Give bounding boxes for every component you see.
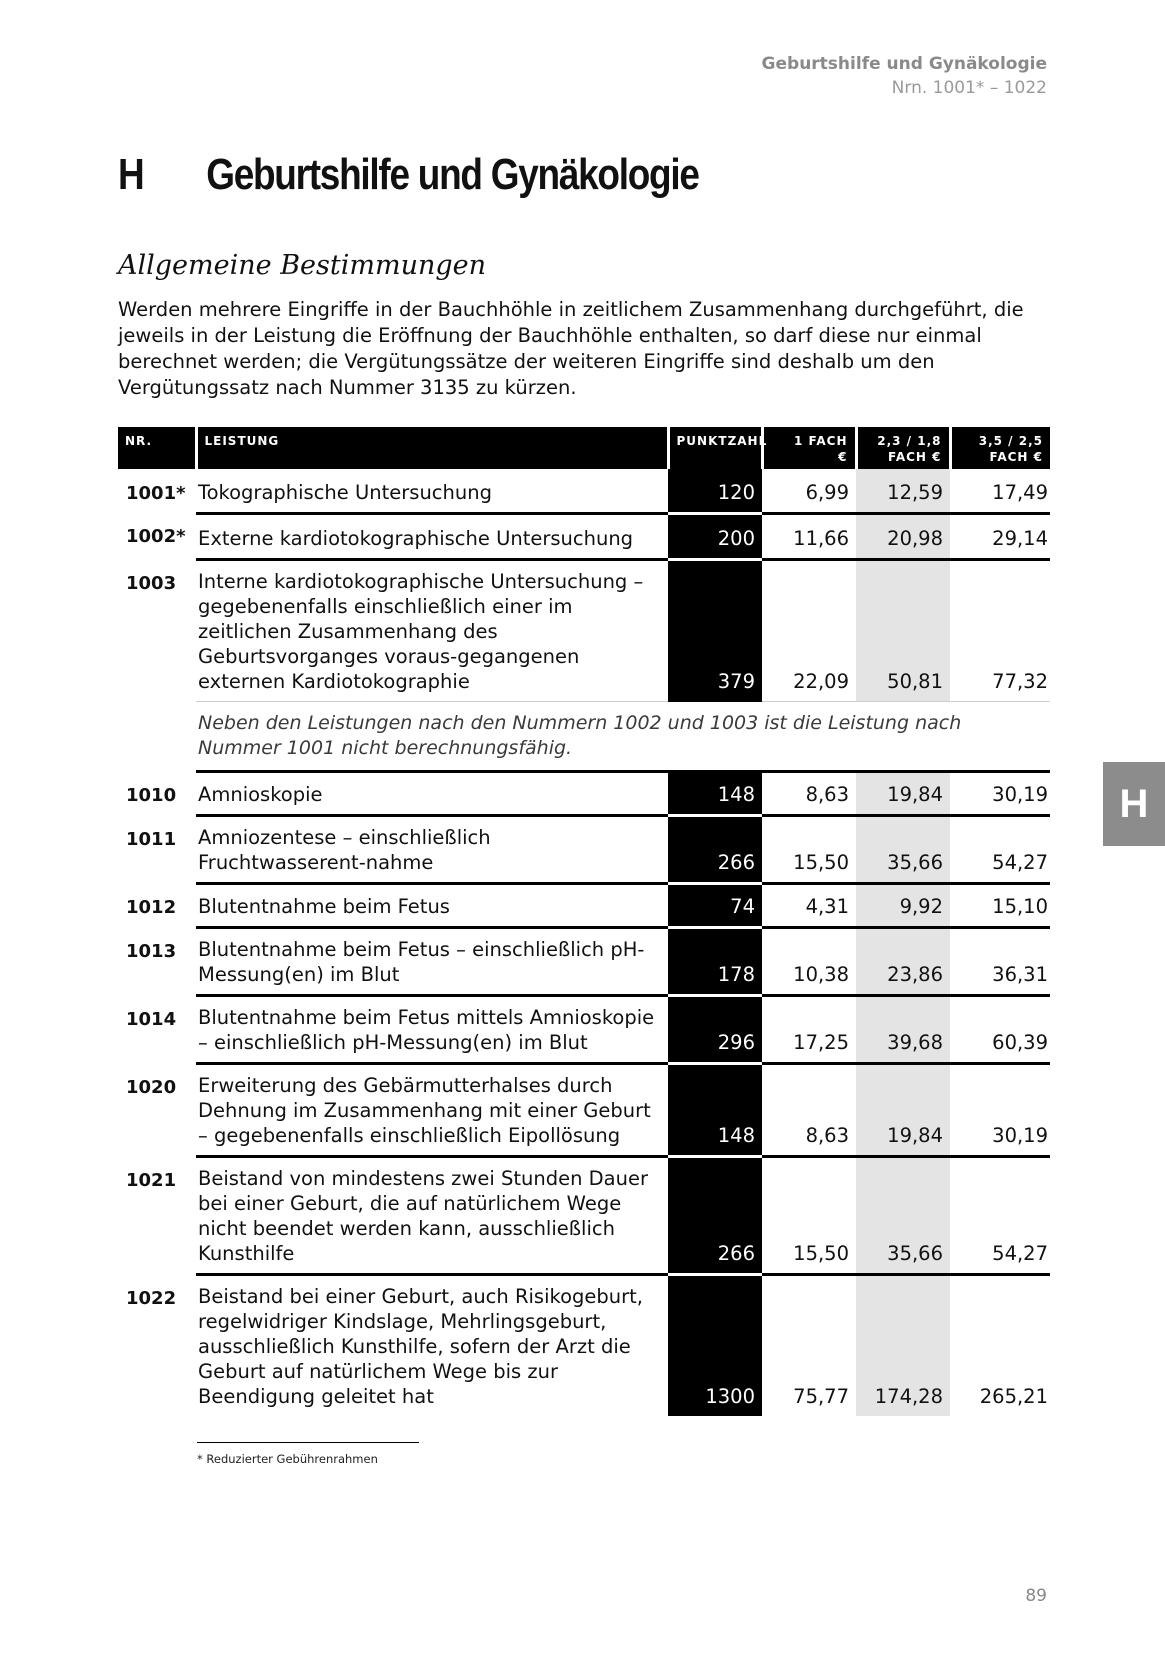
row-desc: Beistand von mindestens zwei Stunden Dauer bei einer Geburt, die auf natürlichem Wege nicht beendet werden kann, ausschließlich Kunsthilfe bbox=[196, 1156, 668, 1274]
row-punktzahl: 148 bbox=[668, 771, 762, 815]
row-nr: 1012 bbox=[126, 897, 177, 918]
table-row bbox=[118, 995, 1050, 1063]
header-fach1-line2: € bbox=[838, 450, 848, 464]
table-row bbox=[118, 1063, 1050, 1156]
row-fach3: 54,27 bbox=[950, 815, 1050, 883]
row-fach2: 35,66 bbox=[856, 815, 950, 883]
row-fach2: 23,86 bbox=[856, 927, 950, 995]
fee-table bbox=[118, 427, 1050, 1416]
header-fach3-line2: FACH € bbox=[989, 450, 1043, 464]
row-fach3: 30,19 bbox=[950, 771, 1050, 815]
row-fach1: 11,66 bbox=[762, 513, 856, 559]
footnote-divider bbox=[197, 1442, 419, 1443]
row-punktzahl: 266 bbox=[668, 1156, 762, 1274]
table-row bbox=[118, 927, 1050, 995]
header-fach1-line1: 1 FACH bbox=[794, 434, 848, 448]
header-fach2 bbox=[856, 427, 950, 469]
row-fach1: 8,63 bbox=[762, 1063, 856, 1156]
chapter-heading bbox=[118, 150, 699, 200]
row-desc: Externe kardiotokographische Untersuchung bbox=[196, 513, 668, 559]
row-fach3: 15,10 bbox=[950, 883, 1050, 927]
row-nr: 1003 bbox=[126, 573, 177, 594]
row-punktzahl: 379 bbox=[668, 559, 762, 701]
row-punktzahl: 200 bbox=[668, 513, 762, 559]
section-title: Allgemeine Bestimmungen bbox=[118, 250, 486, 281]
row-desc: Amniozentese – einschließlich Fruchtwasserent-nahme bbox=[196, 815, 668, 883]
row-nr: 1022 bbox=[126, 1288, 177, 1309]
row-fach3: 265,21 bbox=[979, 1384, 1048, 1408]
chapter-title: Geburtshilfe und Gynäkologie bbox=[206, 150, 699, 199]
row-nr: 1013 bbox=[126, 941, 177, 962]
running-head bbox=[762, 52, 1047, 100]
row-desc: Amnioskopie bbox=[196, 771, 668, 815]
chapter-tab-marker: H bbox=[1103, 762, 1165, 846]
table-row bbox=[118, 1274, 1050, 1416]
row-fach1: 15,50 bbox=[762, 1156, 856, 1274]
row-nr: 1001* bbox=[126, 483, 186, 504]
row-fach3: 36,31 bbox=[950, 927, 1050, 995]
row-desc: Erweiterung des Gebärmutterhalses durch Dehnung im Zusammenhang mit einer Geburt – gegebenenfalls einschließlich Eipollösung bbox=[196, 1063, 668, 1156]
row-nr: 1002* bbox=[126, 526, 186, 547]
row-fach2: 35,66 bbox=[856, 1156, 950, 1274]
table-row bbox=[118, 469, 1050, 513]
row-fach2: 9,92 bbox=[856, 883, 950, 927]
table-note: Neben den Leistungen nach den Nummern 1002 und 1003 ist die Leistung nach Nummer 1001 nicht berechnungsfähig. bbox=[196, 701, 1050, 771]
table-row bbox=[118, 883, 1050, 927]
row-nr: 1020 bbox=[126, 1077, 177, 1098]
row-fach3: 17,49 bbox=[950, 469, 1050, 513]
row-desc: Interne kardiotokographische Untersuchung – gegebenenfalls einschließlich einer im zeitlichen Zusammenhang des Geburtsvorganges voraus-gegangenen externen Kardiotokographie bbox=[196, 559, 668, 701]
row-punktzahl: 120 bbox=[668, 469, 762, 513]
row-nr: 1010 bbox=[126, 785, 177, 806]
row-fach2: 174,28 bbox=[856, 1274, 950, 1416]
row-fach3: 77,32 bbox=[950, 559, 1050, 701]
row-punktzahl: 1300 bbox=[668, 1274, 762, 1416]
header-fach3-line1: 3,5 / 2,5 bbox=[978, 434, 1043, 448]
header-punktzahl: PUNKTZAHL bbox=[668, 427, 762, 469]
table-header bbox=[118, 427, 1050, 469]
row-fach3: 60,39 bbox=[950, 995, 1050, 1063]
page-number: 89 bbox=[1025, 1586, 1047, 1606]
row-fach2: 19,84 bbox=[856, 1063, 950, 1156]
section-text: Werden mehrere Eingriffe in der Bauchhöhle in zeitlichem Zusammenhang durchgeführt, die jeweils in der Leistung die Eröffnung der Bauchhöhle enthalten, so darf diese nur einmal berechnet werden; die Vergütungssätze der weiteren Eingriffe sind deshalb um den Vergütungssatz nach Nummer 3135 zu kürzen. bbox=[118, 298, 1024, 399]
row-punktzahl: 266 bbox=[668, 815, 762, 883]
table-row bbox=[118, 771, 1050, 815]
chapter-letter: H bbox=[118, 150, 144, 199]
row-desc: Blutentnahme beim Fetus – einschließlich pH-Messung(en) im Blut bbox=[196, 927, 668, 995]
row-desc: Tokographische Untersuchung bbox=[196, 469, 668, 513]
row-fach2: 20,98 bbox=[856, 513, 950, 559]
row-desc: Beistand bei einer Geburt, auch Risikogeburt, regelwidriger Kindslage, Mehrlingsgeburt, ausschließlich Kunsthilfe, sofern der Arzt die Geburt auf natürlichem Wege bis zur Beendigung geleitet hat bbox=[198, 1284, 643, 1408]
header-nr: NR. bbox=[118, 427, 196, 469]
row-fach1: 15,50 bbox=[762, 815, 856, 883]
row-nr: 1021 bbox=[126, 1170, 177, 1191]
row-punktzahl: 296 bbox=[668, 995, 762, 1063]
row-fach1: 75,77 bbox=[793, 1384, 849, 1408]
row-fach1: 17,25 bbox=[762, 995, 856, 1063]
header-fach2-line2: FACH € bbox=[888, 450, 942, 464]
table-row bbox=[118, 559, 1050, 701]
table-note-row bbox=[118, 701, 1050, 771]
row-fach2: 19,84 bbox=[856, 771, 950, 815]
row-desc: Blutentnahme beim Fetus bbox=[196, 883, 668, 927]
row-fach2: 12,59 bbox=[856, 469, 950, 513]
table-row bbox=[118, 513, 1050, 559]
row-fach3: 54,27 bbox=[950, 1156, 1050, 1274]
row-fach1: 22,09 bbox=[762, 559, 856, 701]
row-fach2: 39,68 bbox=[856, 995, 950, 1063]
row-fach1: 6,99 bbox=[762, 469, 856, 513]
row-fach1: 4,31 bbox=[762, 883, 856, 927]
row-punktzahl: 178 bbox=[668, 927, 762, 995]
running-head-range: Nrn. 1001* – 1022 bbox=[891, 78, 1047, 98]
footnote: * Reduzierter Gebührenrahmen bbox=[197, 1452, 378, 1466]
row-fach3: 30,19 bbox=[950, 1063, 1050, 1156]
table-row bbox=[118, 1156, 1050, 1274]
row-punktzahl: 148 bbox=[668, 1063, 762, 1156]
row-punktzahl: 74 bbox=[668, 883, 762, 927]
header-fach1 bbox=[762, 427, 856, 469]
running-head-title: Geburtshilfe und Gynäkologie bbox=[761, 54, 1047, 74]
header-fach2-line1: 2,3 / 1,8 bbox=[877, 434, 942, 448]
header-leistung: LEISTUNG bbox=[196, 427, 668, 469]
table-row bbox=[118, 815, 1050, 883]
row-fach1: 8,63 bbox=[762, 771, 856, 815]
row-fach1: 10,38 bbox=[762, 927, 856, 995]
row-desc: Blutentnahme beim Fetus mittels Amnioskopie – einschließlich pH-Messung(en) im Blut bbox=[196, 995, 668, 1063]
row-fach3: 29,14 bbox=[950, 513, 1050, 559]
row-nr: 1011 bbox=[126, 829, 177, 850]
row-nr: 1014 bbox=[126, 1009, 177, 1030]
header-fach3 bbox=[950, 427, 1050, 469]
row-fach2: 50,81 bbox=[856, 559, 950, 701]
